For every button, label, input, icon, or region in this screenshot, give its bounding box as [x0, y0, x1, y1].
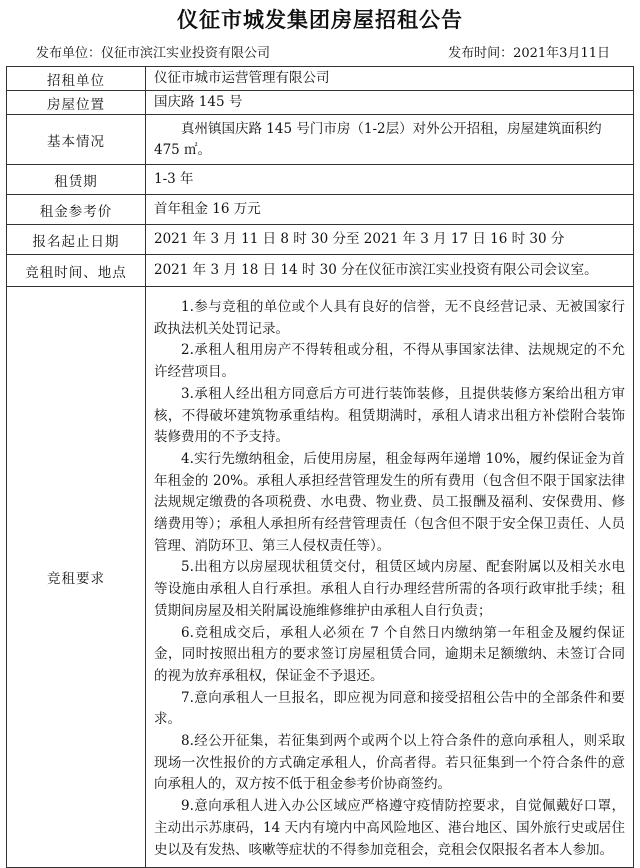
requirement-item: 2.承租人租用房产不得转租或分租，不得从事国家法律、法规规定的不允许经营项目。 [154, 342, 625, 381]
row-value-lease-term: 1-3 年 [146, 165, 634, 195]
row-label-basic-info: 基本情况 [7, 115, 146, 165]
row-label-reference-rent: 租金参考价 [7, 195, 146, 225]
table-row [7, 255, 634, 287]
requirement-item: 4.实行先缴纳租金，后使用房屋，租金每两年递增 10%，履约保证金为首年租金的 20%。承租人承担经营管理发生的所有费用（包含但不限于国家法律法规规定缴费的各项税费、水电费、物业费、员工报酬及福利、安保费用、修缮费用等）；承租人承担所有经营管理责任（包含但不限于安全保卫责任、人员管理、消防环卫、第三人侵权责任等）。 [154, 450, 625, 554]
table-row [7, 225, 634, 255]
table-row [7, 91, 634, 115]
row-label-lease-term: 租赁期 [7, 165, 146, 195]
row-value-lessor: 仪征市城市运营管理有限公司 [146, 67, 634, 91]
row-value-basic-info: 真州镇国庆路 145 号门市房（1-2层）对外公开招租，房屋建筑面积约 475 ㎡。 [146, 115, 634, 165]
table-row [7, 287, 634, 868]
row-value-location: 国庆路 145 号 [146, 91, 634, 115]
requirements-cell [146, 287, 634, 868]
row-value-bidding-time-place: 2021 年 3 月 18 日 14 时 30 分在仪征市滨江实业投资有限公司会议室。 [146, 255, 634, 287]
requirement-item: 1.参与竞租的单位或个人具有良好的信誉，无不良经营记录、无被国家行政执法机关处罚记录。 [154, 299, 625, 337]
row-label-location: 房屋位置 [7, 91, 146, 115]
row-value-registration-dates: 2021 年 3 月 11 日 8 时 30 分至 2021 年 3 月 17 日 16 时 30 分 [146, 225, 634, 255]
publish-time-line: 发布时间：2021年3月11日 [448, 46, 610, 61]
requirement-item: 7.意向承租人一旦报名，即应视为同意和接受招租公告中的全部条件和要求。 [154, 689, 625, 728]
row-value-reference-rent: 首年租金 16 万元 [146, 195, 634, 225]
publisher-line: 发布单位：仪征市滨江实业投资有限公司 [36, 46, 271, 61]
table-row [7, 165, 634, 195]
notice-table [6, 66, 634, 868]
table-row [7, 115, 634, 165]
table-row [7, 195, 634, 225]
requirement-item: 8.经公开征集，若征集到两个或两个以上符合条件的意向承租人，则采取现场一次性报价的方式确定承租人，价高者得。若只征集到一个符合条件的意向承租人的，双方按不低于租金参考价协商签约。 [154, 733, 625, 793]
requirement-item: 9.意向承租人进入办公区域应严格遵守疫情防控要求，自觉佩戴好口罩，主动出示苏康码，14 天内有境内中高风险地区、港台地区、国外旅行史或居住史以及有发热、咳嗽等症状的不得参加竞租会，竞租会仅限报名者本人参加。 [154, 798, 625, 858]
requirement-item: 6.竞租成交后，承租人必须在 7 个自然日内缴纳第一年租金及履约保证金，同时按照出租方的要求签订房屋租赁合同，逾期未足额缴纳、未签订合同的视为放弃承租权，保证金不予退还。 [154, 624, 625, 684]
row-label-requirements: 竞租要求 [7, 287, 146, 868]
row-label-bidding-time-place: 竞租时间、地点 [7, 255, 146, 287]
requirement-item: 3.承租人经出租方同意后方可进行装饰装修，且提供装修方案给出租方审核，不得破坏建筑物承重结构。租赁期满时，承租人请求出租方补偿附合装饰装修费用的不予支持。 [154, 385, 625, 446]
row-label-lessor: 招租单位 [7, 67, 146, 91]
table-row [7, 67, 634, 91]
page-title: 仪征市城发集团房屋招租公告 [177, 7, 463, 32]
row-label-registration-dates: 报名起止日期 [7, 225, 146, 255]
requirements-list [154, 287, 625, 867]
requirement-item: 5.出租方以房屋现状租赁交付，租赁区域内房屋、配套附属以及相关水电等设施由承租人自行承担。承租人自行办理经营所需的各项行政审批手续；租赁期间房屋及相关附属设施维修维护由承租人自行负责； [154, 559, 625, 619]
